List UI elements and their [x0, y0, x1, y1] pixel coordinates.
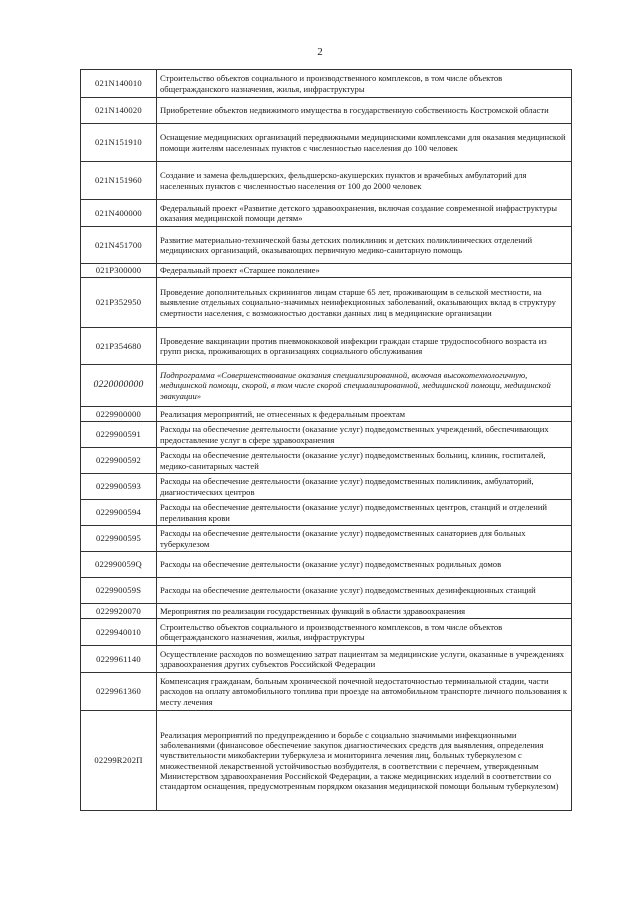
code-cell: 0229961360	[81, 673, 157, 711]
code-cell: 021N140010	[81, 70, 157, 98]
code-cell: 02299R202П	[81, 711, 157, 811]
table-row	[81, 200, 572, 227]
code-cell: 0229900000	[81, 407, 157, 422]
code-cell: 022990059S	[81, 578, 157, 604]
name-cell: Подпрограмма «Совершенствование оказания специализированной, включая высокотехнологичную, медицинской помощи, скорой, в том числе скорой специализированной, медицинской помощи, медицинской эвакуации»	[157, 365, 572, 407]
name-cell: Проведение вакцинации против пневмококковой инфекции граждан старше трудоспособного возраста из групп риска, проживающих в организациях социального обслуживания	[157, 328, 572, 365]
table-row	[81, 407, 572, 422]
code-cell: 021P300000	[81, 264, 157, 278]
table-row	[81, 552, 572, 578]
table-row	[81, 500, 572, 526]
name-cell: Развитие материально-технической базы детских поликлиник и детских поликлинических отделений медицинских организаций, оказывающих первичную медико-санитарную помощь	[157, 227, 572, 264]
table-row	[81, 278, 572, 328]
name-cell: Приобретение объектов недвижимого имущества в государственную собственность Костромской области	[157, 98, 572, 124]
code-cell: 022990059Q	[81, 552, 157, 578]
table-row	[81, 646, 572, 673]
code-cell: 0229900594	[81, 500, 157, 526]
name-cell: Федеральный проект «Старшее поколение»	[157, 264, 572, 278]
code-cell: 0229900595	[81, 526, 157, 552]
table-row-subprogram	[81, 365, 572, 407]
code-cell: 0229961140	[81, 646, 157, 673]
table-row	[81, 70, 572, 98]
table-body	[81, 70, 572, 811]
name-cell: Расходы на обеспечение деятельности (оказание услуг) подведомственных поликлиник, амбулаторий, диагностических центров	[157, 474, 572, 500]
table-row	[81, 162, 572, 200]
code-cell: 021N151910	[81, 124, 157, 162]
code-cell: 0229900593	[81, 474, 157, 500]
name-cell: Расходы на обеспечение деятельности (оказание услуг) подведомственных учреждений, обеспечивающих предоставление услуг в сфере здравоохранения	[157, 422, 572, 448]
code-cell: 021N451700	[81, 227, 157, 264]
table-row	[81, 124, 572, 162]
table-row	[81, 474, 572, 500]
name-cell: Строительство объектов социального и производственного комплексов, в том числе объектов общегражданского назначения, жилья, инфраструктуры	[157, 619, 572, 646]
code-cell: 021P352950	[81, 278, 157, 328]
table-row	[81, 422, 572, 448]
table-row	[81, 604, 572, 619]
name-cell: Осуществление расходов по возмещению затрат пациентам за медицинские услуги, оказанные в учреждениях здравоохранения других субъектов Российской Федерации	[157, 646, 572, 673]
name-cell: Расходы на обеспечение деятельности (оказание услуг) подведомственных дезинфекционных станций	[157, 578, 572, 604]
name-cell: Компенсация гражданам, больным хронической почечной недостаточностью терминальной стадии, части расходов на оплату автомобильного топлива при проезде на автомобильном транспорте личного пользования к месту лечения	[157, 673, 572, 711]
code-cell: 0229900591	[81, 422, 157, 448]
code-cell: 021N151960	[81, 162, 157, 200]
name-cell: Расходы на обеспечение деятельности (оказание услуг) подведомственных больниц, клиник, госпиталей, медико-санитарных частей	[157, 448, 572, 474]
name-cell: Расходы на обеспечение деятельности (оказание услуг) подведомственных санаториев для больных туберкулезом	[157, 526, 572, 552]
table-row	[81, 673, 572, 711]
name-cell: Мероприятия по реализации государственных функций в области здравоохранения	[157, 604, 572, 619]
name-cell: Проведение дополнительных скринингов лицам старше 65 лет, проживающим в сельской местности, на выявление отдельных социально-значимых неинфекционных заболеваний, оказывающих вклад в структуру смертности населения, с возможностью доставки данных лиц в медицинские организации	[157, 278, 572, 328]
table-row	[81, 619, 572, 646]
name-cell: Создание и замена фельдшерских, фельдшерско-акушерских пунктов и врачебных амбулаторий для населенных пунктов с численностью населения от 100 до 2000 человек	[157, 162, 572, 200]
table-row	[81, 328, 572, 365]
budget-classification-table	[80, 69, 572, 811]
name-cell: Реализация мероприятий, не отнесенных к федеральным проектам	[157, 407, 572, 422]
name-cell: Строительство объектов социального и производственного комплексов, в том числе объектов общегражданского назначения, жилья, инфраструктуры	[157, 70, 572, 98]
page-number: 2	[317, 46, 323, 58]
code-cell: 0220000000	[81, 365, 157, 407]
name-cell: Федеральный проект «Развитие детского здравоохранения, включая создание современной инфраструктуры оказания медицинской помощи детям»	[157, 200, 572, 227]
code-cell: 021N400000	[81, 200, 157, 227]
table-row	[81, 526, 572, 552]
code-cell: 0229900592	[81, 448, 157, 474]
table-row	[81, 448, 572, 474]
table-row	[81, 264, 572, 278]
name-cell: Расходы на обеспечение деятельности (оказание услуг) подведомственных центров, станций и отделений переливания крови	[157, 500, 572, 526]
table-row	[81, 578, 572, 604]
code-cell: 0229940010	[81, 619, 157, 646]
table-row	[81, 711, 572, 811]
code-cell: 021P354680	[81, 328, 157, 365]
table-row	[81, 98, 572, 124]
name-cell: Оснащение медицинских организаций передвижными медицинскими комплексами для оказания медицинской помощи жителям населенных пунктов с численностью населения до 100 человек	[157, 124, 572, 162]
table-row	[81, 227, 572, 264]
code-cell: 021N140020	[81, 98, 157, 124]
code-cell: 0229920070	[81, 604, 157, 619]
name-cell: Расходы на обеспечение деятельности (оказание услуг) подведомственных родильных домов	[157, 552, 572, 578]
name-cell: Реализация мероприятий по предупреждению и борьбе с социально значимыми инфекционными заболеваниями (финансовое обеспечение закупок диагностических средств для выявления, определения чувствительности микобактерии туберкулеза и мониторинга лечения лиц, больных туберкулезом с множественной лекарственной устойчивостью возбудителя, в соответствии с перечнем, утвержденным Министерством здравоохранения Российской Федерации, а также медицинских изделий в соответствии со стандартом оснащения, предусмотренным порядком оказания медицинской помощи больным туберкулезом)	[157, 711, 572, 811]
